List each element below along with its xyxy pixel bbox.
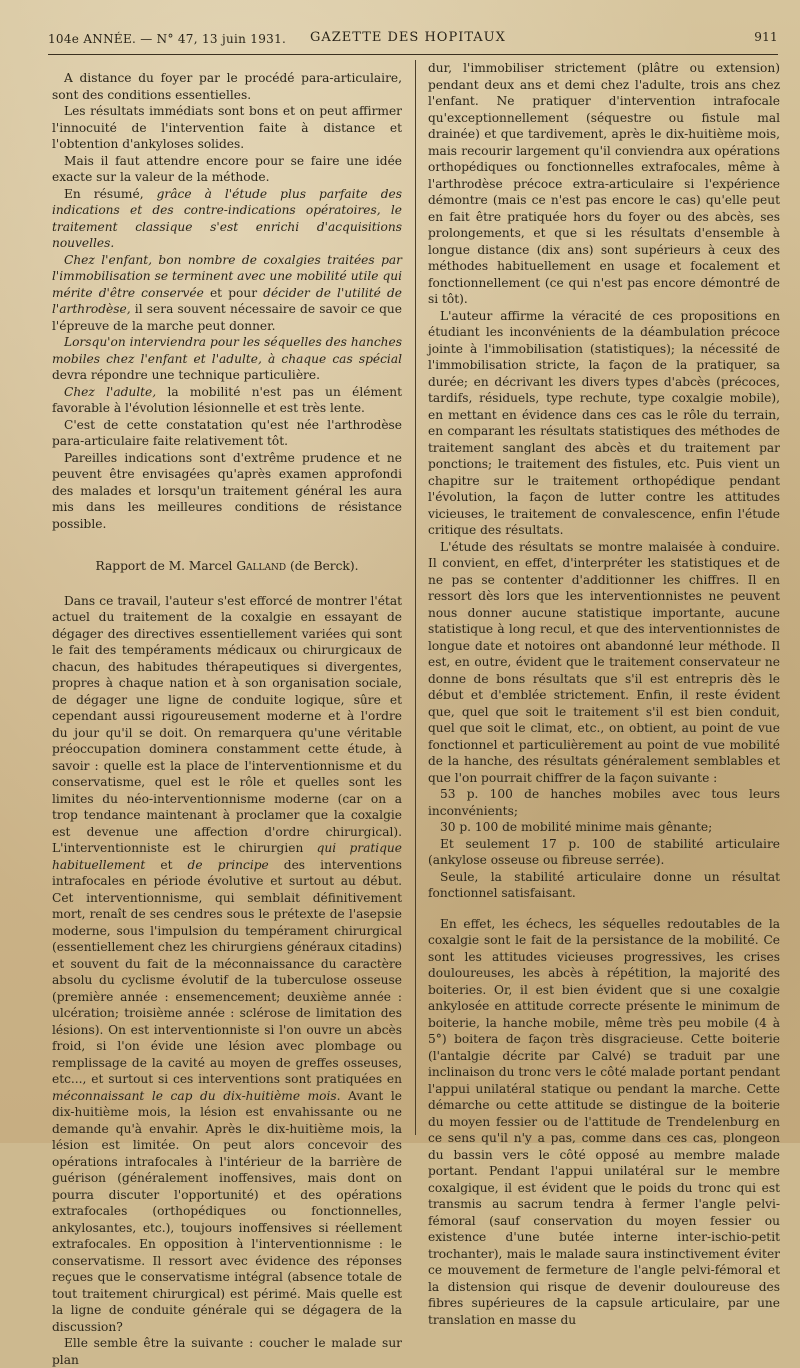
text-run: et pour: [203, 285, 264, 300]
paragraph: Seule, la stabilité articulaire donne un résultat fonctionnel satisfaisant.: [428, 869, 780, 900]
text-run: des interventions intrafocales en période évolutive et surtout au début. Cet interventionnisme, qui semblait définitivement mort, renaît de ses cendres sous le prétexte de l'asepsie moderne, sous l'impulsion du tempérament chirurgical (essentiellement chez les chirurgiens généraux citadins) et souvent du fait de la méconnaissance du caractère absolu du cyclisme évolutif de la tuberculose osseuse (première année : ensemencement; deuxième année : ulcération; troisième année : sclérose de limitation des lésions). On est interventionniste si l'on ouvre un abcès froid, si l'on évide une lésion avec plombage ou remplissage de la cavité au moyen de greffes osseuses, etc..., et surtout si ces interventions sont pratiquées en: [52, 857, 402, 1086]
italic-run: Lorsqu'on interviendra pour les séquelles des hanches mobiles chez l'enfant et l'adulte, à chaque cas spécial: [52, 335, 402, 366]
italic-run: qui pratique habituellement: [52, 841, 402, 872]
author-name: Galland: [236, 559, 287, 573]
text-run: (de Berck).: [286, 559, 359, 573]
paragraph: Elle semble être la suivante : coucher le malade sur plan: [52, 1336, 402, 1367]
italic-run: Chez l'enfant, bon nombre de coxalgies traitées par l'immobilisation se terminent avec une mobilité utile qui mérite d'être conservée: [52, 252, 402, 300]
page-header: [48, 30, 778, 50]
list-item: Et seulement 17 p. 100 de stabilité articulaire (ankylose osseuse ou fibreuse serrée).: [428, 836, 780, 867]
italic-run: de principe: [187, 857, 269, 872]
italic-run: grâce à l'étude plus parfaite des indications et des contre-indications opératoires, le traitement classique s'est enrichi d'acquisitions nouvelles.: [52, 186, 403, 250]
left-column: [52, 70, 402, 1368]
italic-run: Chez l'adulte,: [64, 384, 157, 399]
column-divider: [415, 60, 416, 1135]
paragraph: A distance du foyer par le procédé para-articulaire, sont des conditions essentielles.: [52, 71, 402, 102]
header-rule: [48, 54, 778, 55]
text-run: et: [145, 857, 188, 872]
paragraph: En effet, les échecs, les séquelles redoutables de la coxalgie sont le fait de la persistance de la mobilité. Ce sont les attitudes vicieuses progressives, les crises douloureuses, les abcès à répétition, la majorité des boiteries. Or, il est bien évident que si une coxalgie ankylosée en attitude correcte présente le minimum de boiterie, la hanche mobile, même très peu mobile (4 à 5°) boitera de façon très disgracieuse. Cette boiterie (l'antalgie décrite par Calvé) se traduit par une inclinaison du tronc vers le côté malade portant pendant l'appui unilatéral statique ou pendant la marche. Cette démarche ou cette attitude se distingue de la boiterie du moyen fessier ou de l'attitude de Trendelenburg en ce sens qu'il n'y a pas, comme dans ces cas, plongeon du bassin vers le côté opposé au membre malade portant. Pendant l'appui unilatéral sur le membre coxalgique, il est évident que le poids du tronc qui est transmis au sacrum tendra à fermer l'angle pelvi-fémoral (sauf conservation du moyen fessier ou existence d'une butée interne inter-ischio-petit trochanter), mais le malade saura instinctivement éviter ce mouvement de fermeture de l'angle pelvi-fémoral et la distension qui risque de devenir douloureuse des fibres supérieures de la capsule articulaire, par une translation en masse du: [428, 916, 780, 1327]
italic-run: décider de l'utilité de l'arthrodèse,: [52, 285, 403, 316]
page-number: 911: [754, 30, 778, 44]
paragraph: Mais il faut attendre encore pour se faire une idée exacte sur la valeur de la méthode.: [52, 153, 402, 184]
text-run: il sera souvent nécessaire de savoir ce que l'épreuve de la marche peut donner.: [52, 302, 402, 333]
paragraph: [52, 334, 402, 384]
paragraph: Pareilles indications sont d'extrême prudence et ne peuvent être envisagées qu'après examen approfondi des malades et lorsqu'un traitement général les aura mis dans les meilleures conditions de résistance possible.: [52, 450, 402, 531]
issue-info: 104e ANNÉE. — N° 47, 13 juin 1931.: [48, 32, 287, 46]
right-column: [428, 60, 780, 1328]
italic-run: méconnaissant le cap du dix-huitième mois.: [52, 1088, 341, 1103]
paragraph: [52, 593, 402, 1336]
paragraph: L'auteur affirme la véracité de ces propositions en étudiant les inconvénients de la déambulation précoce jointe à l'immobilisation (statistiques); la nécessité de l'immobilisation stricte, la façon de la pratiquer, sa durée; en décrivant les divers types d'abcès (précoces, tardifs, résiduels, type rechute, type coxalgie mobile), en mettant en évidence dans ces cas le rôle du terrain, en comparant les résultats statistiques des méthodes de traitement sanglant des abcès et du traitement par ponctions; le traitement des fistules, etc. Puis vient un chapitre sur le traitement orthopédique pendant l'évolution, la façon de lutter contre les attitudes vicieuses, le traitement de convalescence, enfin l'étude critique des résultats.: [428, 308, 780, 537]
text-run: la mobilité n'est pas un élément favorable à l'évolution lésionnelle et est très lente.: [52, 384, 402, 415]
paragraph: dur, l'immobiliser strictement (plâtre ou extension) pendant deux ans et demi chez l'adulte, trois ans chez l'enfant. Ne pratiquer d'intervention intrafocale qu'exceptionnellement (séquestre ou fistule mal drainée) et que tardivement, après le dix-huitième mois, mais recourir largement qu'il conviendra aux opérations orthopédiques ou fonctionnelles extrafocales, même à l'arthrodèse précoce extra-articulaire si l'expérience démontre (mais ce n'est pas encore le cas) qu'elle peut en fait être pratiquée hors du foyer ou des abcès, ses prolongements, et que si les résultats d'ensemble à longue distance (dix ans) sont supérieurs à ceux des méthodes habituellement en usage et focalement et fonctionnellement (ce qui n'est pas encore démontré de si tôt).: [428, 61, 780, 306]
section-heading: [52, 558, 402, 575]
text-run: Rapport de M. Marcel: [95, 559, 237, 573]
list-item: 30 p. 100 de mobilité minime mais gênante;: [440, 820, 713, 834]
publication-title: GAZETTE DES HOPITAUX: [310, 30, 506, 45]
paragraph: C'est de cette constatation qu'est née l'arthrodèse para-articulaire faite relativement tôt.: [52, 417, 402, 448]
text-run: devra répondre une technique particulière.: [52, 368, 320, 382]
text-run: En résumé,: [64, 186, 157, 201]
paragraph: [52, 384, 402, 417]
paragraph: Les résultats immédiats sont bons et on peut affirmer l'innocuité de l'intervention faite à distance et l'obtention d'ankyloses solides.: [52, 104, 402, 151]
text-run: Avant le dix-huitième mois, la lésion est envahissante ou ne demande qu'à envahir. Après le dix-huitième mois, la lésion est limitée. On peut alors concevoir des opérations intrafocales à l'intérieur de la barrière de guérison (généralement inoffensives, mais dont on pourra discuter l'opportunité) et des opérations extrafocales (orthopédiques ou fonctionnelles, ankylosantes, etc.), toujours inoffensives si réellement extrafocales. En opposition à l'interventionnisme : le conservatisme. Il ressort avec évidence des réponses reçues que le conservatisme intégral (absence totale de tout traitement chirurgical) est périmé. Mais quelle est la ligne de conduite générale qui se dégagera de la discussion?: [52, 1088, 402, 1334]
list-item: 53 p. 100 de hanches mobiles avec tous leurs inconvénients;: [428, 787, 780, 818]
paragraph: [52, 186, 402, 252]
paragraph: L'étude des résultats se montre malaisée à conduire. Il convient, en effet, d'interpréter les statistiques et de ne pas se contenter d'additionner les chiffres. Il en ressort dès lors que les interventionnistes ne peuvent nous donner aucune statistique importante, aucune statistique à long recul, et que des interventionnistes de longue date et notoires ont abandonné leur méthode. Il est, en outre, évident que le traitement conservateur ne donne de bons résultats que s'il est entrepris dès le début et d'emblée strictement. Enfin, il reste évident que, quel que soit le traitement s'il est bien conduit, quel que soit le climat, etc., on obtient, au point de vue fonctionnel et particulièrement au point de vue mobilité de la hanche, des résultats généralement semblables et que l'on pourrait chiffrer de la façon suivante :: [428, 539, 780, 785]
text-run: Dans ce travail, l'auteur s'est efforcé de montrer l'état actuel du traitement de la coxalgie en essayant de dégager des directives essentiellement variées qui sont le fait des tempéraments médicaux ou chirurgicaux de chacun, des habitudes thérapeutiques si divergentes, propres à chaque nation et à son organisation sociale, de dégager une ligne de conduite logique, sûre et cependant aussi rigoureusement moderne et à l'ordre du jour qu'il se doit. On remarquera qu'une véritable préoccupation dominera constamment cette étude, à savoir : quelle est la place de l'interventionnisme et du conservatisme, quel est le rôle et quelles sont les limites du néo-interventionnisme moderne (car on a trop tendance maintenant à proclamer que la coxalgie est devenue une affection d'ordre chirurgical). L'interventionniste est le chirurgien: [52, 593, 402, 855]
paragraph: [52, 252, 402, 335]
